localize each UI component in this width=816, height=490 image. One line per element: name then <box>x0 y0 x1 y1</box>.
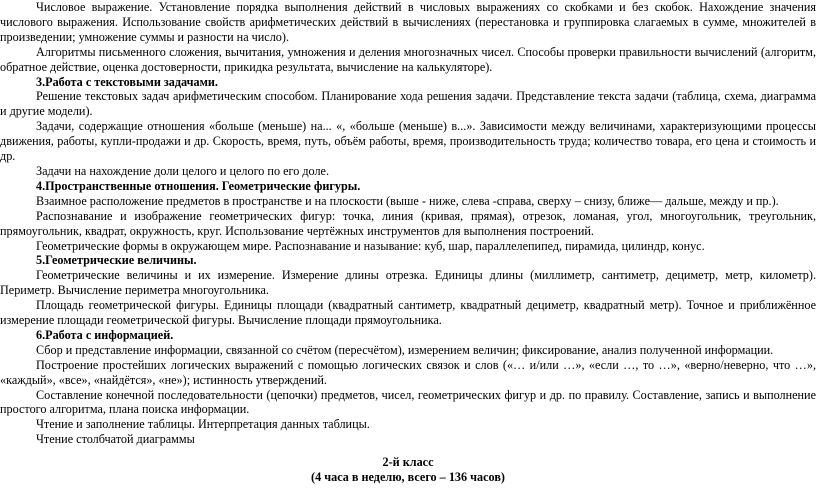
paragraph-geometric-forms: Геометрические формы в окружающем мире. Распознавание и называние: куб, шар, параллелепипед, пирамида, цилиндр, конус. <box>36 238 705 253</box>
paragraph-sequences: Составление конечной последовательности (цепочки) предметов, чисел, геометрических фигур и др. по правилу. Составление, запись и выполнение простого алгоритма, плана поиска информации. <box>0 387 816 417</box>
paragraph-bar-chart: Чтение столбчатой диаграммы <box>36 432 195 447</box>
paragraph-numeric-expressions: Числовое выражение. Установление порядка выполнения действий в числовых выражениях со скобками и без скобок. Нахождение значения числового выражения. Использование свойств арифметических действий в вычислениях (перестановка и группировка слагаемых в сумме, множителей в произведении; умножение суммы и разности на число). <box>0 0 816 44</box>
section-heading-information: 6.Работа с информацией. <box>36 327 174 342</box>
section-heading-spatial-relations: 4.Пространственные отношения. Геометрические фигуры. <box>36 178 361 193</box>
paragraph-figure-recognition: Распознавание и изображение геометрических фигур: точка, линия (кривая, прямая), отрезок, ломаная, угол, многоугольник, треугольник, прямоугольник, квадрат, окружность, круг. Использование чертёжных инструментов для выполнения построений. <box>0 208 816 238</box>
paragraph-logical-expressions: Построение простейших логических выражений с помощью логических связок и слов («… и/или …», «если …, то …», «верно/неверно, что …», «каждый», «все», «найдётся», «не»); истинность утверждений. <box>0 357 816 387</box>
paragraph-fraction-problems: Задачи на нахождение доли целого и целого по его доле. <box>36 163 330 178</box>
paragraph-area: Площадь геометрической фигуры. Единицы площади (квадратный сантиметр, квадратный дециметр, квадратный метр). Точное и приближённое измерение площади геометрической фигуры. Вычисление площади прямоугольника. <box>0 298 816 328</box>
section-heading-text-problems: 3.Работа с текстовыми задачами. <box>36 74 218 89</box>
paragraph-information-collection: Сбор и представление информации, связанной со счётом (пересчётом), измерением величин; фиксирование, анализ полученной информации. <box>36 342 774 357</box>
paragraph-written-algorithms: Алгоритмы письменного сложения, вычитания, умножения и деления многозначных чисел. Способы проверки правильности вычислений (алгоритм, обратное действие, оценка достоверности, прикидка результата, вычисление на калькуляторе). <box>0 44 816 74</box>
paragraph-mutual-position: Взаимное расположение предметов в пространстве и на плоскости (выше - ниже, слева -справа, сверху – снизу, ближе— дальше, между и пр.). <box>36 193 779 208</box>
grade-title: 2-й класс <box>382 455 434 470</box>
paragraph-length-measurement: Геометрические величины и их измерение. Измерение длины отрезка. Единицы длины (миллиметр, сантиметр, дециметр, метр, километр). Периметр. Вычисление периметра многоугольника. <box>0 268 816 298</box>
paragraph-tables: Чтение и заполнение таблицы. Интерпретация данных таблицы. <box>36 417 370 432</box>
spacer <box>0 447 816 455</box>
paragraph-arithmetic-solving: Решение текстовых задач арифметическим способом. Планирование хода решения задачи. Представление текста задачи (таблица, схема, диаграмма и другие модели). <box>0 89 816 119</box>
section-heading-geometric-quantities: 5.Геометрические величины. <box>36 253 197 268</box>
grade-subtitle: (4 часа в неделю, всего – 136 часов) <box>311 470 505 485</box>
paragraph-relations-problems: Задачи, содержащие отношения «больше (меньше) на... «, «больше (меньше) в...». Зависимости между величинами, характеризующими процессы движения, работы, купли-продажи и др. Скорость, время, путь, объём работы, время, производительность труда; количество товара, его цена и стоимость и др. <box>0 119 816 164</box>
